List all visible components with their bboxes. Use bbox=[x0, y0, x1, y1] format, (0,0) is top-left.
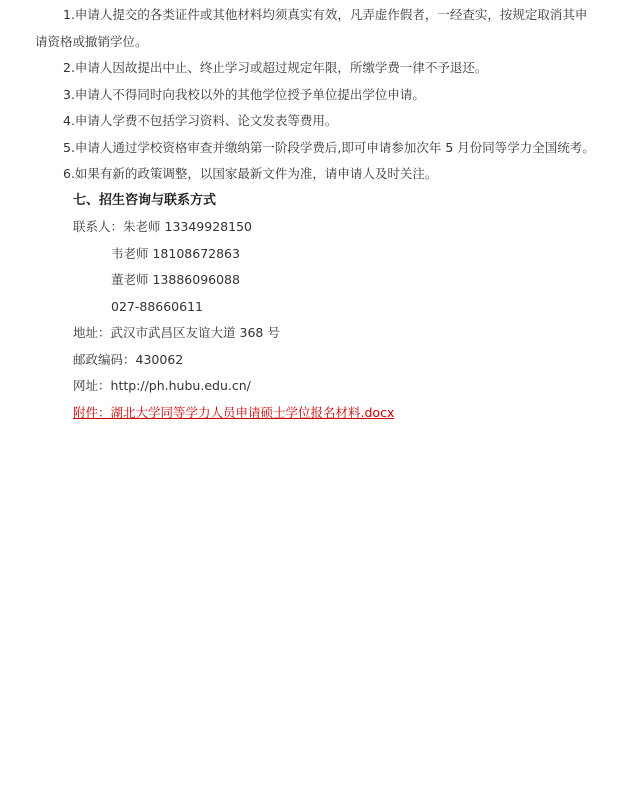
address-label: 地址： bbox=[73, 325, 111, 340]
contact-phone-line-3: 董老师 13886096088 bbox=[111, 272, 240, 287]
note-item-5: 5.申请人通过学校资格审查并缴纳第一阶段学费后,即可申请参加次年 5 月份同等学力全国统考。 bbox=[63, 139, 595, 155]
section-heading: 七、招生咨询与联系方式 bbox=[73, 192, 217, 208]
contact-phone-line-2: 韦老师 18108672863 bbox=[111, 245, 240, 261]
postal-code-value: 430062 bbox=[135, 351, 184, 367]
attachment-link[interactable] bbox=[73, 405, 394, 420]
contact-person-value: 朱老师 13349928150 bbox=[123, 219, 252, 234]
contact-phone-line-4: 027-88660611 bbox=[111, 298, 203, 314]
note-item-3: 3.申请人不得同时向我校以外的其他学位授予单位提出学位申请。 bbox=[63, 86, 425, 102]
note-item-1-line-1: 1.申请人提交的各类证件或其他材料均须真实有效，凡弄虚作假者，一经查实，按规定取消其申 bbox=[63, 7, 588, 22]
contact-person-line bbox=[0, 214, 629, 241]
website-value: http://ph.hubu.edu.cn/ bbox=[110, 378, 251, 393]
website-label: 网址： bbox=[73, 378, 111, 393]
address-value: 武汉市武昌区友谊大道 368 号 bbox=[110, 325, 280, 340]
address-line bbox=[0, 320, 629, 347]
postal-code-label: 邮政编码： bbox=[73, 351, 136, 367]
attachment-label: 附件： bbox=[73, 404, 111, 420]
attachment-line bbox=[0, 400, 629, 427]
website-line bbox=[0, 373, 629, 400]
note-item-4: 4.申请人学费不包括学习资料、论文发表等费用。 bbox=[63, 113, 338, 128]
note-item-2: 2.申请人因故提出中止、终止学习或超过规定年限，所缴学费一律不予退还。 bbox=[63, 60, 488, 75]
note-item-6: 6.如果有新的政策调整，以国家最新文件为准，请申请人及时关注。 bbox=[63, 166, 438, 181]
postal-code-line bbox=[0, 347, 629, 374]
contact-person-label: 联系人： bbox=[73, 219, 124, 234]
attachment-file-name: 湖北大学同等学力人员申请硕士学位报名材料.docx bbox=[110, 404, 395, 420]
note-item-1-line-2: 请资格或撤销学位。 bbox=[35, 33, 148, 49]
